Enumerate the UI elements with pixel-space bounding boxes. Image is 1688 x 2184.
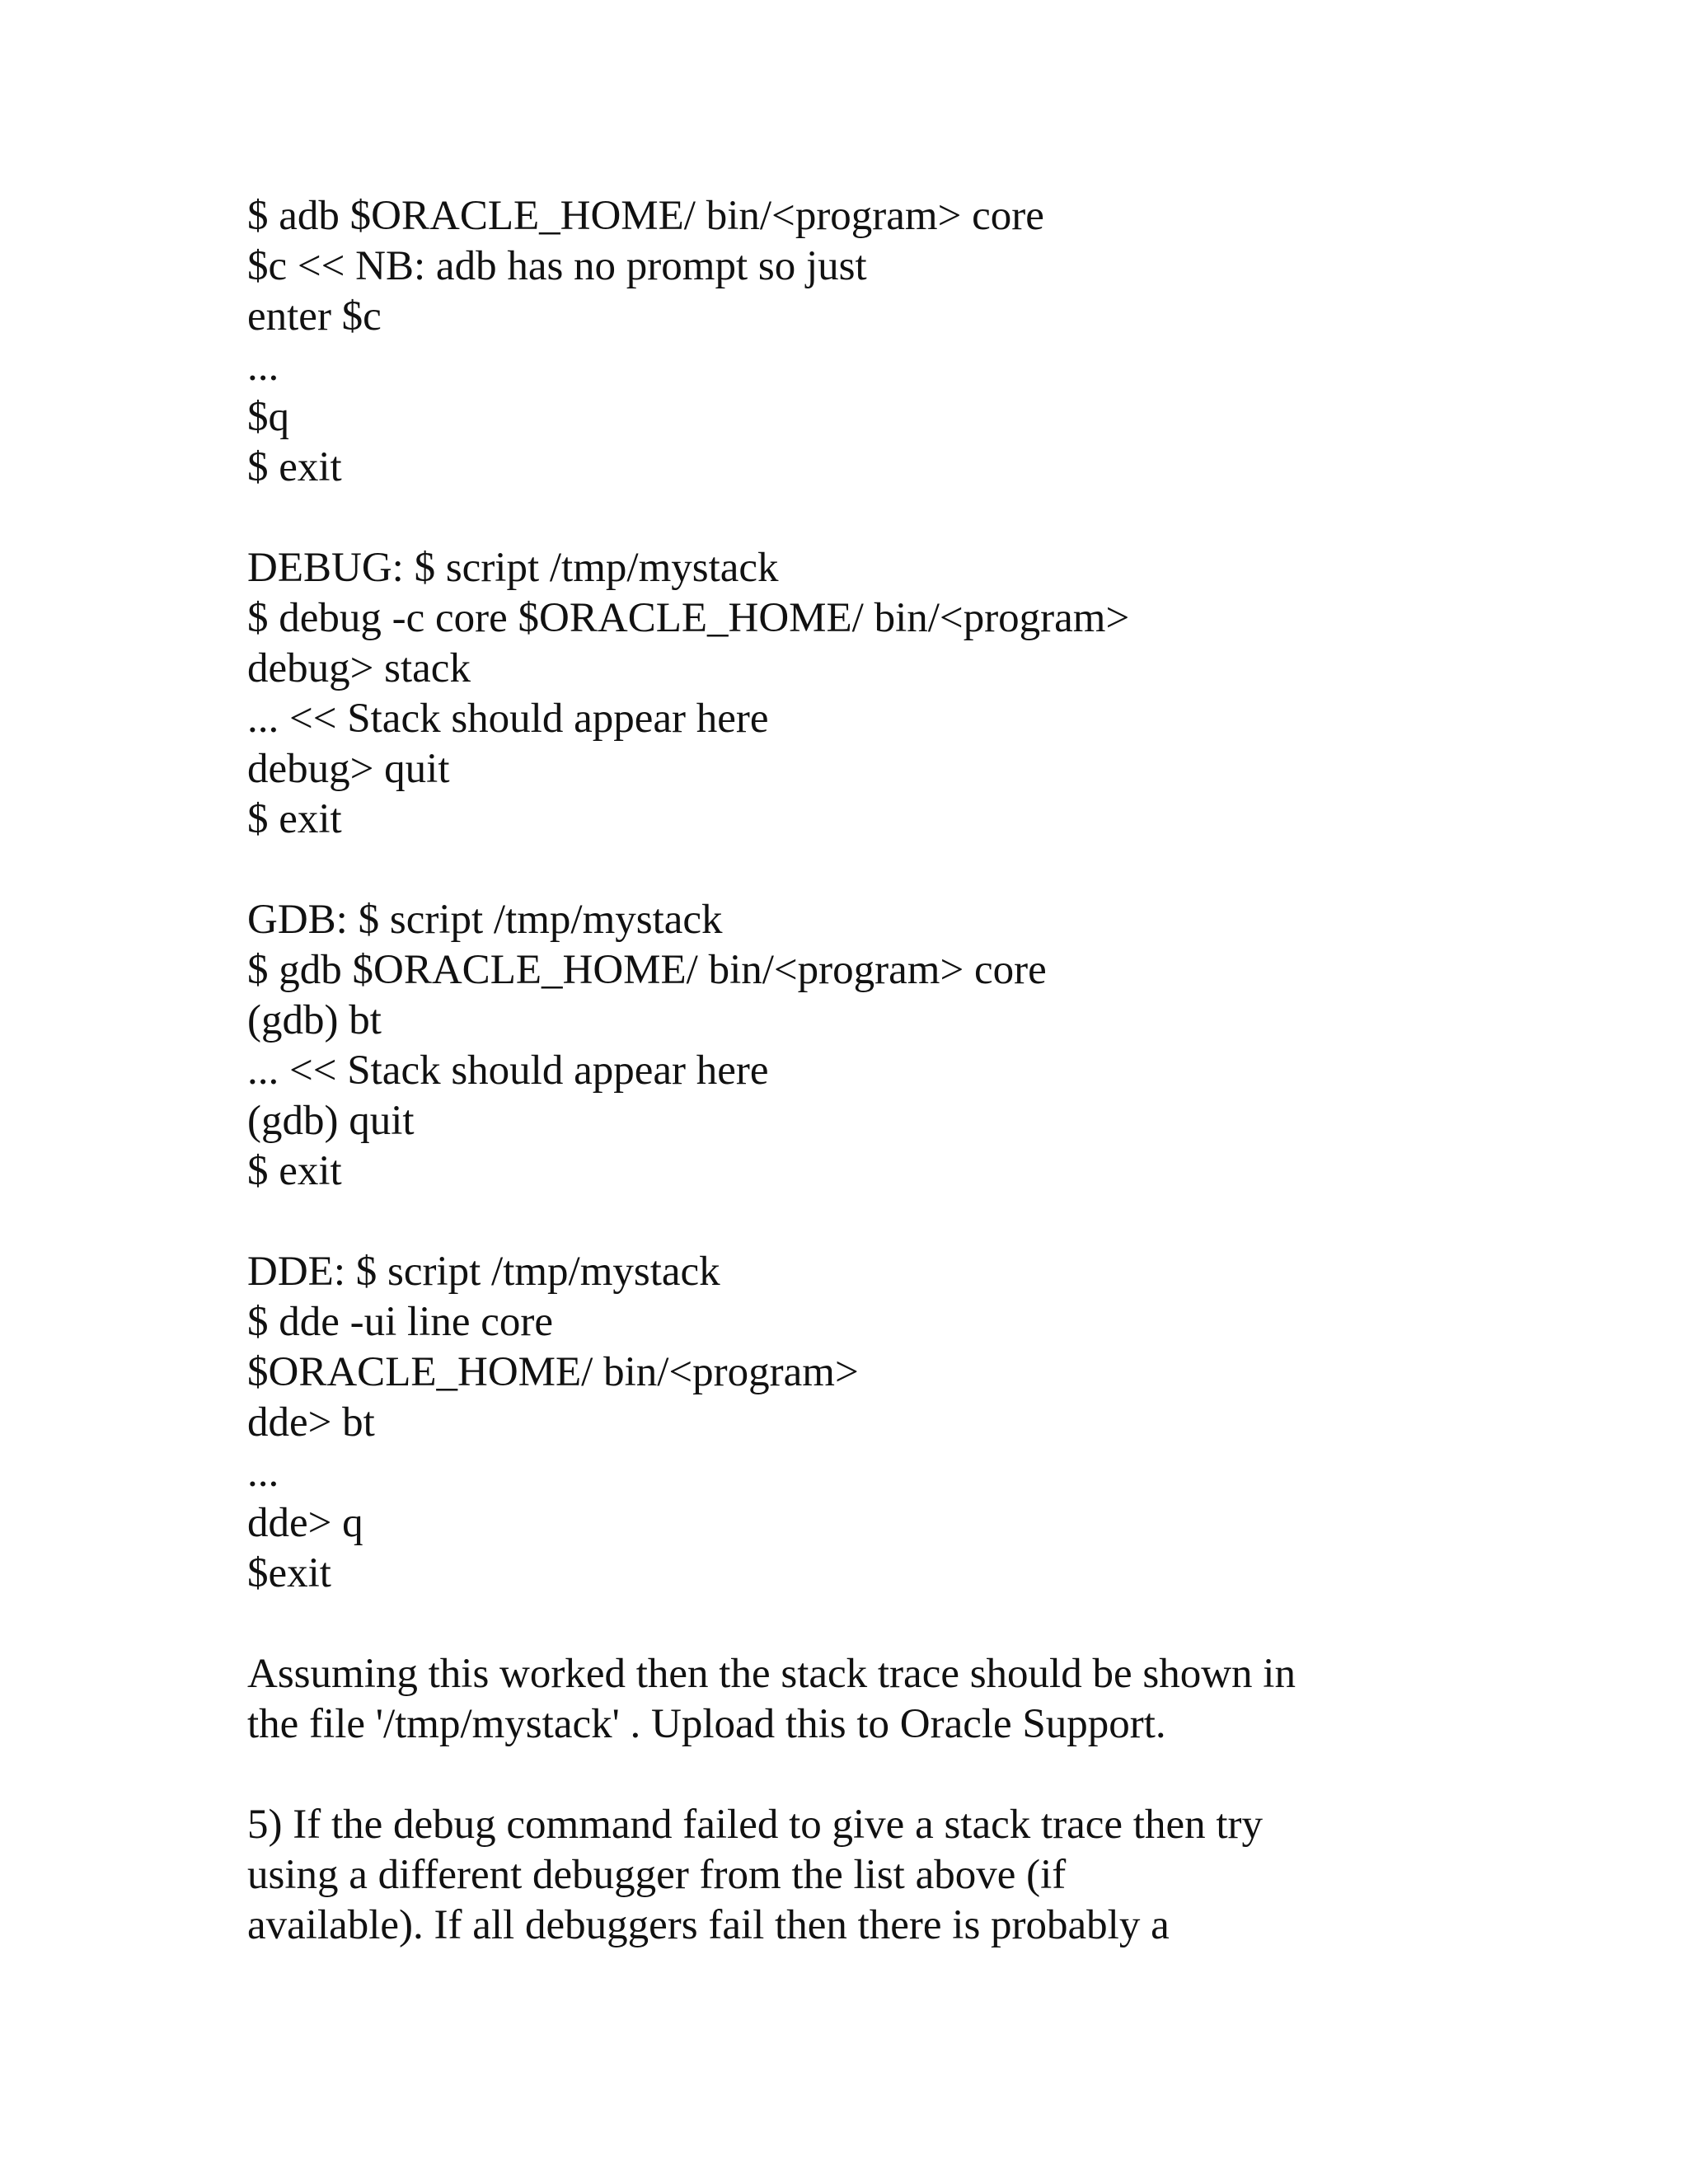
text-line: dde> bt xyxy=(247,1399,375,1446)
text-line: $q xyxy=(247,394,289,440)
text-line: $ exit xyxy=(247,444,342,490)
text-line: DEBUG: $ script /tmp/mystack xyxy=(247,545,779,591)
text-line: $ exit xyxy=(247,1148,342,1194)
paragraph-gap xyxy=(247,493,1484,543)
text-line: Assuming this worked then the stack trace should be shown in xyxy=(247,1651,1296,1697)
text-line: 5) If the debug command failed to give a stack trace then try xyxy=(247,1802,1264,1848)
text-line: $ adb $ORACLE_HOME/ bin/<program> core xyxy=(247,193,1044,239)
text-line: ... << Stack should appear here xyxy=(247,1047,769,1094)
gdb-block xyxy=(247,895,1484,1197)
text-line: (gdb) bt xyxy=(247,997,382,1043)
text-line: $ gdb $ORACLE_HOME/ bin/<program> core xyxy=(247,947,1047,993)
text-line: $ debug -c core $ORACLE_HOME/ bin/<program> xyxy=(247,595,1130,641)
document-body xyxy=(247,191,1484,1951)
adb-block xyxy=(247,191,1484,493)
result-paragraph xyxy=(247,1649,1484,1750)
text-line: $ exit xyxy=(247,796,342,842)
text-line: debug> quit xyxy=(247,746,450,792)
text-line: debug> stack xyxy=(247,645,471,691)
text-line: $ORACLE_HOME/ bin/<program> xyxy=(247,1349,859,1395)
text-line: ... xyxy=(247,1450,279,1496)
text-line: $c << NB: adb has no prompt so just xyxy=(247,243,867,289)
paragraph-gap xyxy=(247,1750,1484,1800)
text-line: ... << Stack should appear here xyxy=(247,696,769,742)
paragraph-gap xyxy=(247,1599,1484,1649)
text-line: (gdb) quit xyxy=(247,1098,415,1144)
text-line: using a different debugger from the list above (if xyxy=(247,1852,1067,1898)
debug-block xyxy=(247,543,1484,845)
dde-block xyxy=(247,1247,1484,1599)
text-line: enter $c xyxy=(247,293,382,340)
text-line: DDE: $ script /tmp/mystack xyxy=(247,1249,720,1295)
text-line: $ dde -ui line core xyxy=(247,1299,554,1345)
text-line: dde> q xyxy=(247,1500,363,1546)
text-line: ... xyxy=(247,344,279,390)
step-5-paragraph xyxy=(247,1800,1484,1951)
text-line: GDB: $ script /tmp/mystack xyxy=(247,897,723,943)
paragraph-gap xyxy=(247,845,1484,895)
text-line: the file '/tmp/mystack' . Upload this to Oracle Support. xyxy=(247,1701,1166,1747)
text-line: available). If all debuggers fail then there is probably a xyxy=(247,1902,1170,1948)
paragraph-gap xyxy=(247,1197,1484,1247)
text-line: $exit xyxy=(247,1550,331,1596)
